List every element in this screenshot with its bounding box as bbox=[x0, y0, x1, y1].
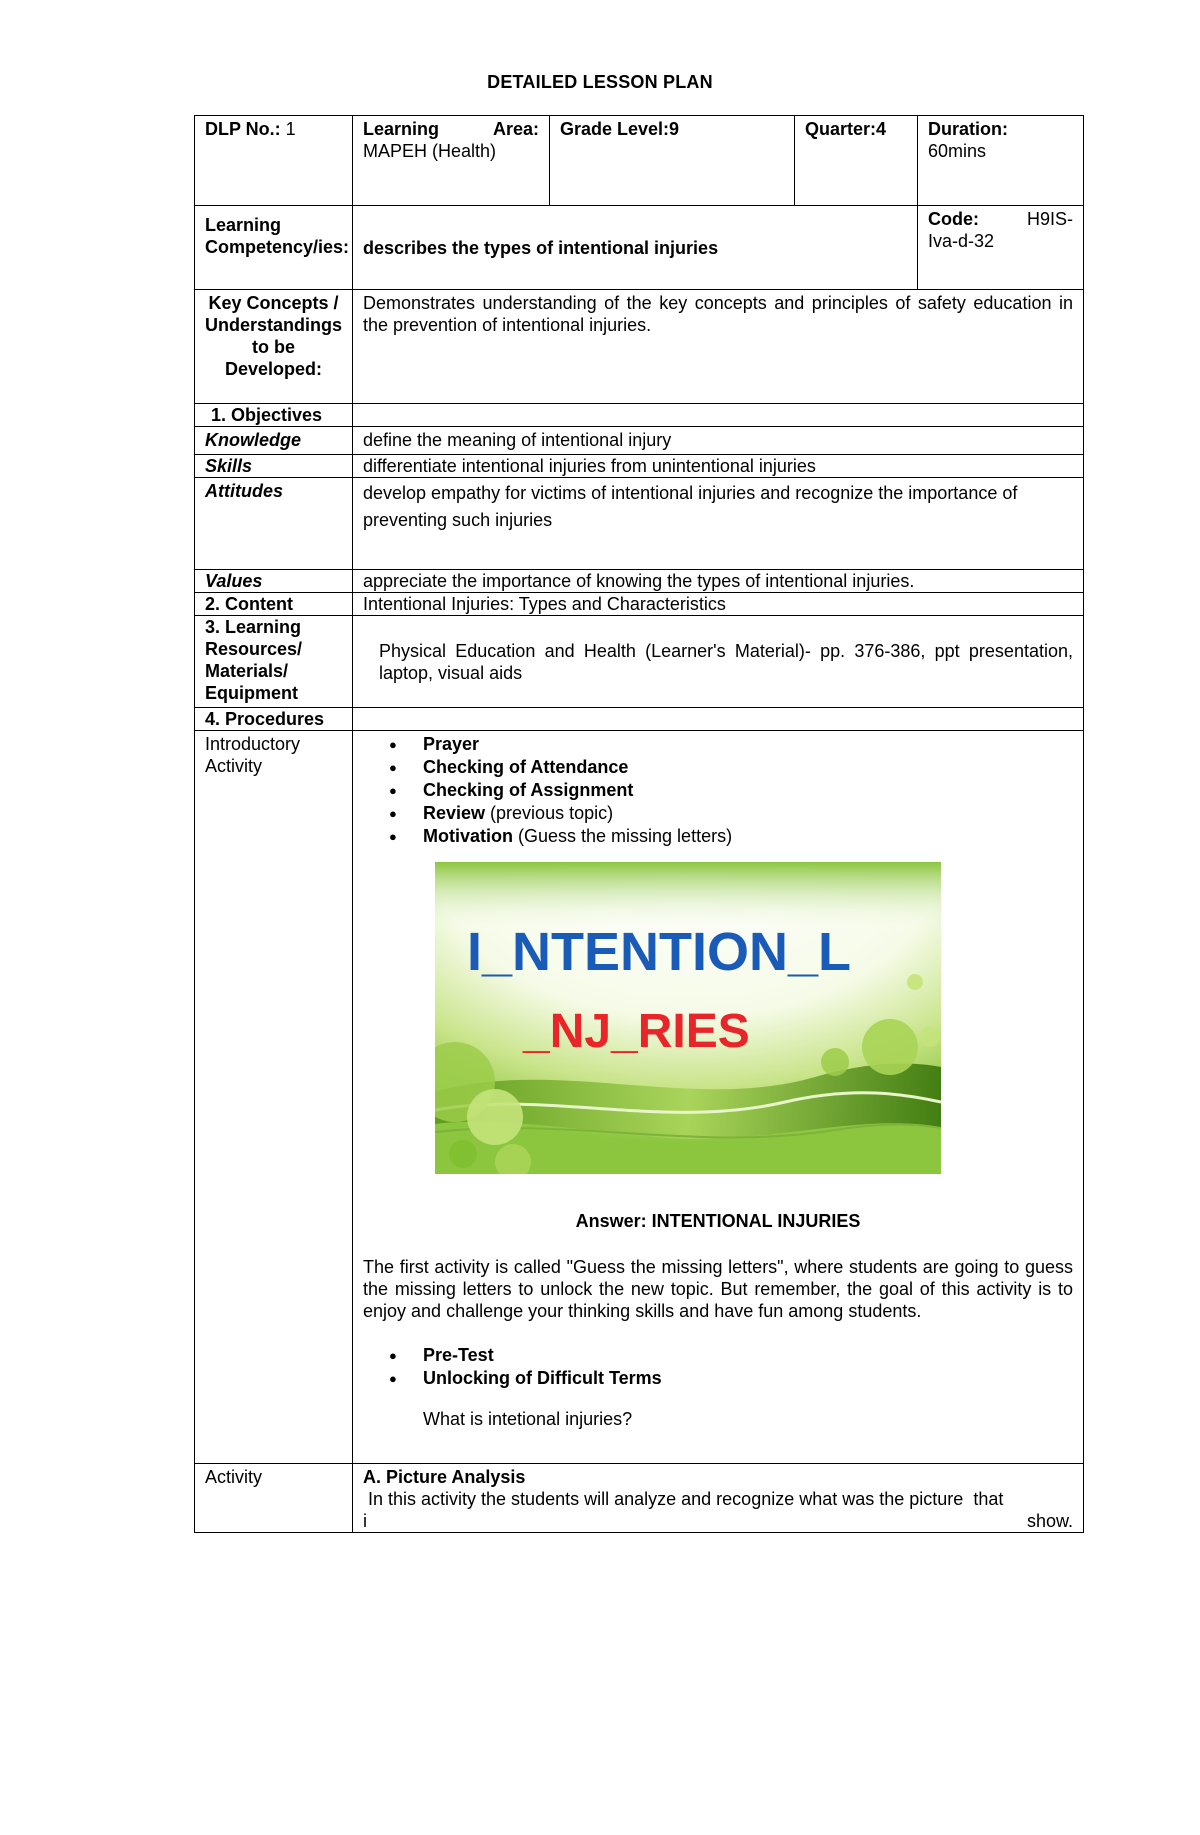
procedures-heading-row bbox=[195, 708, 1084, 731]
motivation-picture bbox=[435, 862, 941, 1174]
introductory-activity-content bbox=[353, 731, 1084, 1464]
attitudes-row bbox=[195, 478, 1084, 570]
dlp-number-cell bbox=[195, 116, 353, 206]
duration-cell bbox=[918, 116, 1084, 206]
resources-row bbox=[195, 616, 1084, 708]
duration-label: Duration: bbox=[928, 119, 1008, 139]
content-row bbox=[195, 593, 1084, 616]
dlp-number-label: DLP No.: bbox=[205, 119, 281, 139]
skills-label: Skills bbox=[195, 455, 353, 478]
content-text: Intentional Injuries: Types and Characteristics bbox=[353, 593, 1084, 616]
lesson-plan-table bbox=[194, 115, 1084, 1533]
knowledge-row bbox=[195, 427, 1084, 455]
code-label: Code: bbox=[928, 209, 979, 229]
code-value-2: Iva-d-32 bbox=[928, 231, 995, 251]
introductory-activity-label: Introductory Activity bbox=[195, 731, 353, 1464]
objectives-heading: 1. Objectives bbox=[195, 404, 353, 427]
resources-label: 3. Learning Resources/ Materials/ Equipment bbox=[195, 616, 353, 708]
difficult-term-question: What is intetional injuries? bbox=[423, 1409, 633, 1429]
knowledge-label: Knowledge bbox=[195, 427, 353, 455]
values-label: Values bbox=[195, 570, 353, 593]
list-item: ● Checking of Assignment bbox=[423, 779, 1073, 802]
attitudes-label: Attitudes bbox=[195, 478, 353, 570]
dlp-number-value: 1 bbox=[280, 119, 296, 139]
quarter-cell bbox=[795, 116, 918, 206]
activity-text-b: i bbox=[363, 1511, 367, 1531]
learning-area-label-2: Area: bbox=[492, 119, 539, 139]
grade-level-cell bbox=[550, 116, 795, 206]
list-item: ● Review (previous topic) bbox=[423, 802, 1073, 825]
list-item: ● Prayer bbox=[423, 733, 1073, 756]
intro-list bbox=[363, 733, 1073, 848]
list-item: ● Pre-Test bbox=[423, 1344, 1073, 1367]
objectives-heading-row bbox=[195, 404, 1084, 427]
header-row bbox=[195, 116, 1084, 206]
quarter: Quarter:4 bbox=[805, 119, 887, 139]
key-concepts-label: Key Concepts / Understandings to be Developed: bbox=[195, 290, 353, 404]
code-cell bbox=[918, 206, 1084, 290]
key-concepts-text: Demonstrates understanding of the key concepts and principles of safety education in the prevention of intentional injuries. bbox=[353, 290, 1084, 404]
list-item: ● Unlocking of Difficult Terms bbox=[423, 1367, 1073, 1390]
key-concepts-row bbox=[195, 290, 1084, 404]
activity-label: Activity bbox=[195, 1464, 353, 1533]
activity-text-a: In this activity the students will analyze and recognize what was the picture that bbox=[363, 1489, 1004, 1509]
picture-text-line2: _NJ_RIES bbox=[523, 1005, 750, 1058]
code-value-1: H9IS- bbox=[1026, 209, 1073, 229]
activity-description: The first activity is called "Guess the missing letters", where students are going to guess the missing letters to unlock the new topic. But remember, the goal of this activity is to enjoy and challenge your thinking skills and have fun among students. bbox=[363, 1257, 1073, 1321]
skills-row bbox=[195, 455, 1084, 478]
activity-heading: A. Picture Analysis bbox=[363, 1467, 526, 1487]
document-title: DETAILED LESSON PLAN bbox=[487, 72, 713, 92]
introductory-activity-row bbox=[195, 731, 1084, 1464]
more-list bbox=[363, 1344, 1073, 1390]
knowledge-text: define the meaning of intentional injury bbox=[353, 427, 1084, 455]
procedures-heading: 4. Procedures bbox=[195, 708, 353, 731]
activity-content bbox=[353, 1464, 1084, 1533]
content-label: 2. Content bbox=[195, 593, 353, 616]
competency-label: Learning Competency/ies: bbox=[195, 206, 353, 290]
learning-area-cell bbox=[353, 116, 550, 206]
values-row bbox=[195, 570, 1084, 593]
attitudes-text: develop empathy for victims of intentional injuries and recognize the importance of preventing such injuries bbox=[353, 478, 1084, 570]
list-item: ● Motivation (Guess the missing letters) bbox=[423, 825, 1073, 848]
grade-level: Grade Level:9 bbox=[560, 119, 680, 139]
duration-value: 60mins bbox=[928, 141, 987, 161]
learning-area-label-1: Learning bbox=[363, 119, 440, 139]
motivation-picture-graphic bbox=[435, 862, 941, 1174]
resources-text: Physical Education and Health (Learner's Material)- pp. 376-386, ppt presentation, laptop, visual aids bbox=[353, 616, 1084, 708]
skills-text: differentiate intentional injuries from unintentional injuries bbox=[353, 455, 1084, 478]
values-text: appreciate the importance of knowing the types of intentional injuries. bbox=[353, 570, 1084, 593]
activity-row bbox=[195, 1464, 1084, 1533]
list-item: ● Checking of Attendance bbox=[423, 756, 1073, 779]
learning-area-value: MAPEH (Health) bbox=[363, 141, 497, 161]
competency-text: describes the types of intentional injuries bbox=[353, 206, 918, 290]
answer-text: Answer: INTENTIONAL INJURIES bbox=[575, 1211, 861, 1231]
activity-text-c: show. bbox=[1026, 1511, 1073, 1531]
competency-row bbox=[195, 206, 1084, 290]
picture-text-line1: I_NTENTION_L bbox=[467, 922, 852, 982]
